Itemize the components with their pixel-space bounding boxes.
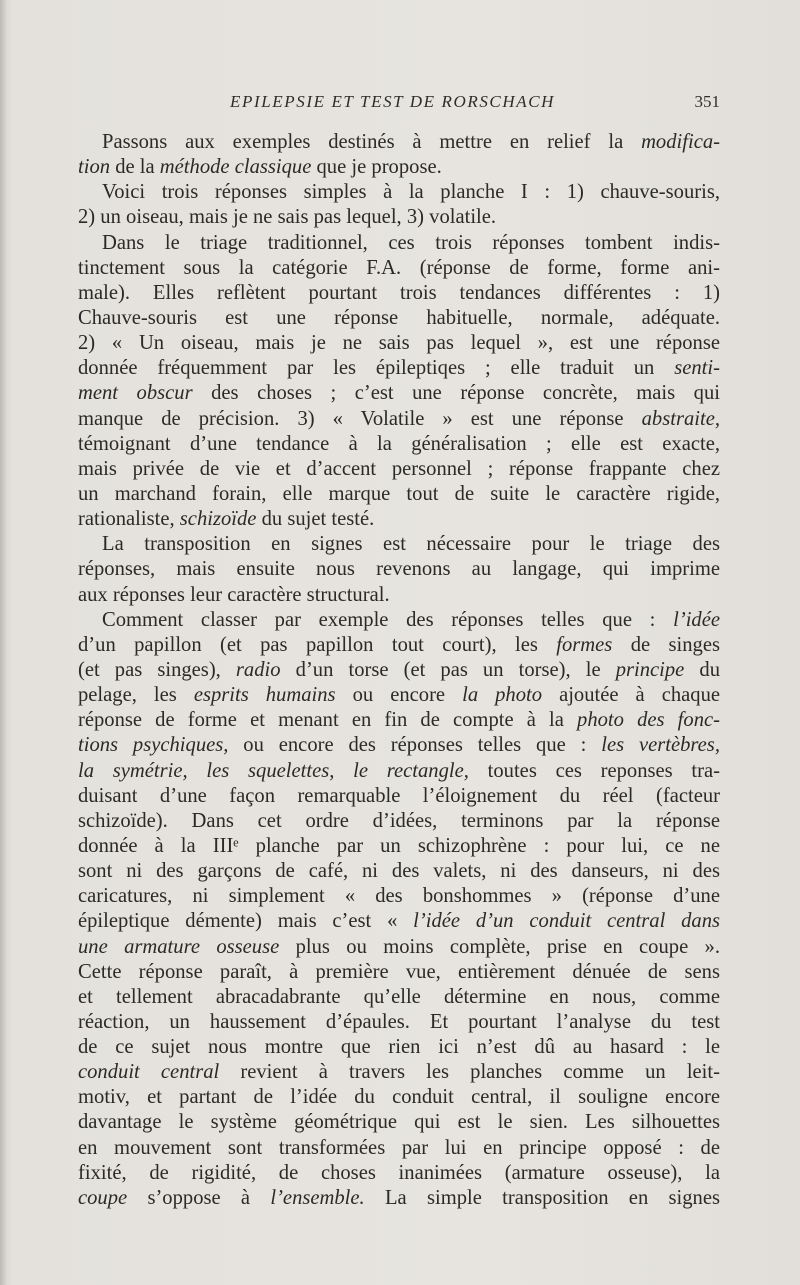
text-line	[78, 306, 720, 331]
text-line	[78, 608, 720, 633]
italic-text-segment: schizoïde	[179, 508, 257, 531]
text-line	[78, 532, 720, 557]
italic-text-segment: méthode classique	[159, 156, 312, 179]
italic-text-segment: photo des fonc-	[577, 709, 720, 732]
text-line	[78, 457, 720, 482]
text-line	[78, 985, 720, 1010]
text-segment: schizoïde). Dans cet ordre d’idées, terminons par la réponse	[78, 809, 720, 832]
text-line	[78, 633, 720, 658]
text-segment: des choses ; c’est une réponse concrète, mais qui	[192, 382, 720, 405]
italic-text-segment: modifica-	[641, 131, 720, 153]
text-segment: La simple transposition en signes	[364, 1186, 720, 1209]
text-segment: réponses, mais ensuite nous revenons au langage, qui imprime	[78, 558, 720, 581]
text-segment: et tellement abracadabrante qu’elle détermine en nous, comme	[78, 985, 720, 1008]
text-segment: tinctement sous la catégorie F.A. (réponse de forme, forme ani-	[78, 256, 720, 279]
text-line	[78, 859, 720, 884]
text-segment: donnée fréquemment par les épileptiqes ; elle traduit un	[78, 357, 675, 380]
text-line	[78, 658, 720, 683]
text-segment: male). Elles reflètent pourtant trois tendances différentes : 1)	[78, 281, 720, 304]
text-line	[78, 180, 720, 205]
text-line	[78, 583, 720, 608]
text-segment: témoignant d’une tendance à la généralisation ; elle est exacte,	[78, 432, 720, 455]
italic-text-segment: radio	[235, 658, 281, 681]
text-segment: 2) un oiseau, mais je ne sais pas lequel, 3) volatile.	[78, 206, 497, 229]
italic-text-segment: l’idée d’un conduit central dans	[413, 910, 720, 933]
text-line	[78, 708, 720, 733]
text-line	[78, 834, 720, 859]
italic-text-segment: tion	[78, 156, 111, 179]
italic-text-segment: la symétrie, les squelettes, le rectangle,	[78, 759, 469, 782]
italic-text-segment: abstraite,	[641, 407, 720, 430]
italic-text-segment: l’idée	[673, 608, 720, 631]
text-segment: en mouvement sont transformées par lui en principe opposé : de	[78, 1136, 720, 1159]
text-line	[78, 130, 720, 155]
text-segment: épileptique démente) mais c’est «	[78, 910, 414, 933]
text-segment: mais privée de vie et d’accent personnel ; réponse frappante chez	[78, 457, 720, 480]
text-line	[78, 432, 720, 457]
text-segment: Passons aux exemples destinés à mettre en relief la	[102, 131, 642, 153]
italic-text-segment: conduit central	[78, 1061, 220, 1084]
text-segment: d’un papillon (et pas papillon tout court), les	[78, 633, 557, 656]
text-segment: ou encore	[335, 684, 463, 707]
page-binding-edge	[0, 0, 6, 1285]
text-line	[78, 482, 720, 507]
italic-text-segment: ment obscur	[78, 382, 193, 405]
italic-text-segment: la photo	[462, 684, 543, 707]
text-line	[78, 281, 720, 306]
text-segment: que je propose.	[311, 156, 442, 179]
text-line	[78, 1110, 720, 1135]
text-segment: pelage, les	[78, 684, 194, 707]
text-line	[78, 1035, 720, 1060]
italic-text-segment: senti-	[674, 357, 720, 380]
text-line	[78, 759, 720, 784]
text-segment: de la	[110, 156, 160, 179]
body-text	[78, 130, 720, 1211]
page-number: 351	[694, 92, 720, 111]
text-segment: donnée à la IIIᵉ planche par un schizophrène : pour lui, ce ne	[78, 834, 720, 857]
text-segment: La transposition en signes est nécessaire pour le triage des	[102, 533, 720, 556]
text-line	[78, 1136, 720, 1161]
text-line	[78, 909, 720, 934]
text-segment: un marchand forain, elle marque tout de suite le caractère rigide,	[78, 482, 720, 505]
text-line	[78, 960, 720, 985]
text-line	[78, 809, 720, 834]
text-segment: davantage le système géométrique qui est le sien. Les silhouettes	[78, 1111, 720, 1134]
text-line	[78, 935, 720, 960]
text-segment: Comment classer par exemple des réponses telles que :	[102, 608, 674, 631]
text-line	[78, 256, 720, 281]
text-segment: plus ou moins complète, prise en coupe ».	[279, 935, 721, 958]
text-segment: s’oppose à	[127, 1186, 271, 1209]
text-segment: Voici trois réponses simples à la planche I : 1) chauve-souris,	[102, 181, 720, 204]
italic-text-segment: formes	[556, 633, 613, 656]
text-segment: 2) « Un oiseau, mais je ne sais pas lequel », est une réponse	[78, 332, 720, 355]
text-segment: du	[684, 658, 721, 681]
text-line	[78, 1085, 720, 1110]
italic-text-segment: coupe	[78, 1186, 128, 1209]
text-segment: ou encore des réponses telles que :	[228, 734, 602, 757]
text-segment: duisant d’une façon remarquable l’éloignement du réel (facteur	[78, 784, 720, 807]
text-segment: du sujet testé.	[256, 508, 375, 531]
italic-text-segment: tions psychiques,	[78, 734, 229, 757]
text-line	[78, 205, 720, 230]
text-segment: manque de précision. 3) « Volatile » est une réponse	[78, 407, 642, 430]
italic-text-segment: l’ensemble.	[270, 1186, 365, 1209]
text-segment: Dans le triage traditionnel, ces trois réponses tombent indis-	[102, 231, 720, 254]
text-line	[78, 1060, 720, 1085]
text-line	[78, 884, 720, 909]
text-line	[78, 331, 720, 356]
text-line	[78, 407, 720, 432]
text-segment: rationaliste,	[78, 508, 180, 531]
text-segment: de ce sujet nous montre que rien ici n’est dû au hasard : le	[78, 1036, 720, 1059]
text-line	[78, 1161, 720, 1186]
text-line	[78, 1010, 720, 1035]
italic-text-segment: esprits humains	[193, 684, 336, 707]
text-line	[78, 733, 720, 758]
text-line	[78, 784, 720, 809]
italic-text-segment: une armature osseuse	[78, 935, 280, 958]
text-segment: (et pas singes),	[78, 658, 236, 681]
text-line	[78, 231, 720, 256]
text-segment: Cette réponse paraît, à première vue, entièrement dénuée de sens	[78, 960, 720, 983]
text-segment: fixité, de rigidité, de choses inanimées (armature osseuse), la	[78, 1161, 720, 1184]
text-line	[78, 356, 720, 381]
text-segment: caricatures, ni simplement « des bonshommes » (réponse d’une	[78, 885, 720, 908]
text-segment: motiv, et partant de l’idée du conduit central, il souligne encore	[78, 1086, 720, 1109]
running-header	[78, 92, 720, 116]
text-segment: toutes ces reponses tra-	[468, 759, 720, 782]
text-segment: ajoutée à chaque	[542, 684, 721, 707]
text-line	[78, 381, 720, 406]
text-segment: sont ni des garçons de café, ni des valets, ni des danseurs, ni des	[78, 860, 720, 883]
text-line	[78, 683, 720, 708]
text-segment: réaction, un haussement d’épaules. Et pourtant l’analyse du test	[78, 1010, 720, 1033]
text-segment: d’un torse (et pas un torse), le	[280, 658, 616, 681]
text-line	[78, 155, 720, 180]
text-line	[78, 507, 720, 532]
text-segment: revient à travers les planches comme un leit-	[219, 1061, 720, 1084]
text-segment: réponse de forme et menant en fin de compte à la	[78, 709, 578, 732]
italic-text-segment: principe	[615, 658, 685, 681]
italic-text-segment: les vertèbres,	[601, 734, 720, 757]
text-segment: de singes	[612, 633, 721, 656]
text-segment: aux réponses leur caractère structural.	[78, 583, 390, 606]
text-line	[78, 1186, 720, 1211]
text-segment: Chauve-souris est une réponse habituelle, normale, adéquate.	[78, 306, 720, 329]
text-line	[78, 557, 720, 582]
running-title: EPILEPSIE ET TEST DE RORSCHACH	[230, 92, 556, 111]
